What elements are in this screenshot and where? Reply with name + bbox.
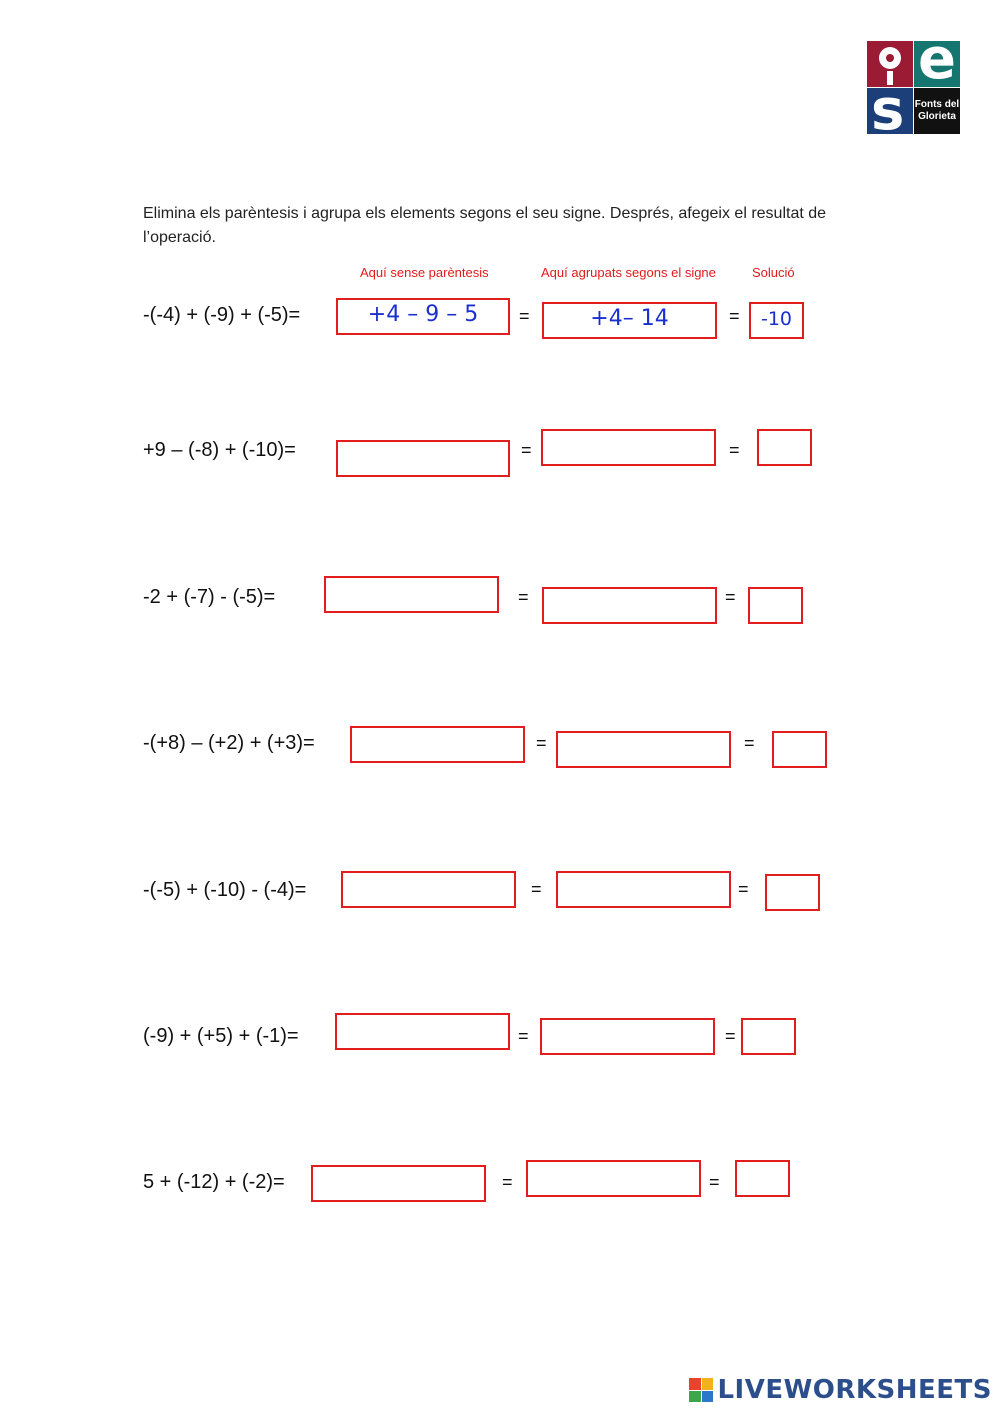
equals-sign: = <box>729 440 740 460</box>
exercise-1-solution-input[interactable]: -10 <box>749 302 804 339</box>
exercise-6-solution-input[interactable] <box>741 1018 796 1055</box>
exercise-2-expression: +9 – (-8) + (-10)= <box>143 439 296 461</box>
equals-sign: = <box>519 306 530 326</box>
exercise-3-solution-input[interactable] <box>748 587 803 624</box>
exercise-7-solution-input[interactable] <box>735 1160 790 1197</box>
header-grouped: Aquí agrupats segons el signe <box>541 265 716 280</box>
exercise-4-solution-input[interactable] <box>772 731 827 768</box>
exercise-2-solution-input[interactable] <box>757 429 812 466</box>
logo-flower-quadrant <box>867 41 913 87</box>
equals-sign: = <box>536 733 547 753</box>
exercise-5-expression: -(-5) + (-10) - (-4)= <box>143 879 307 901</box>
exercise-7-expression: 5 + (-12) + (-2)= <box>143 1171 285 1193</box>
equals-sign: = <box>725 587 736 607</box>
liveworksheets-icon <box>689 1378 713 1402</box>
exercise-6-expression: (-9) + (+5) + (-1)= <box>143 1025 299 1047</box>
logo-e-quadrant: e <box>914 41 960 87</box>
equals-sign: = <box>709 1172 720 1192</box>
exercise-5-grouped-input[interactable] <box>556 871 731 908</box>
logo-s-quadrant: s <box>867 88 913 134</box>
exercise-5-no-parens-input[interactable] <box>341 871 516 908</box>
exercise-2-no-parens-input[interactable] <box>336 440 510 477</box>
liveworksheets-wordmark: LIVEWORKSHEETS <box>717 1375 992 1405</box>
exercise-6-no-parens-input[interactable] <box>335 1013 510 1050</box>
equals-sign: = <box>502 1172 513 1192</box>
exercise-6-grouped-input[interactable] <box>540 1018 715 1055</box>
equals-sign: = <box>729 306 740 326</box>
exercise-3-no-parens-input[interactable] <box>324 576 499 613</box>
liveworksheets-brand <box>689 1375 992 1405</box>
exercise-4-grouped-input[interactable] <box>556 731 731 768</box>
instructions: Elimina els parèntesis i agrupa els elements segons el seu signe. Després, afegeix el resultat de l’operació. <box>143 205 827 246</box>
equals-sign: = <box>725 1026 736 1046</box>
exercise-1-grouped-input[interactable]: +4– 14 <box>542 302 717 339</box>
equals-sign: = <box>738 879 749 899</box>
flower-icon <box>879 47 901 69</box>
exercise-1-expression: -(-4) + (-9) + (-5)= <box>143 304 301 326</box>
equals-sign: = <box>744 733 755 753</box>
exercise-1-no-parens-input[interactable]: +4 – 9 – 5 <box>336 298 510 335</box>
exercise-4-expression: -(+8) – (+2) + (+3)= <box>143 732 315 754</box>
exercise-7-no-parens-input[interactable] <box>311 1165 486 1202</box>
exercise-3-grouped-input[interactable] <box>542 587 717 624</box>
equals-sign: = <box>531 879 542 899</box>
header-solution: Solució <box>752 265 795 280</box>
exercise-5-solution-input[interactable] <box>765 874 820 911</box>
school-logo <box>867 41 961 135</box>
header-no-parentheses: Aquí sense parèntesis <box>360 265 489 280</box>
logo-caption: Fonts del Glorieta <box>914 88 960 134</box>
equals-sign: = <box>518 1026 529 1046</box>
exercise-4-no-parens-input[interactable] <box>350 726 525 763</box>
equals-sign: = <box>521 440 532 460</box>
exercise-7-grouped-input[interactable] <box>526 1160 701 1197</box>
exercise-2-grouped-input[interactable] <box>541 429 716 466</box>
equals-sign: = <box>518 587 529 607</box>
exercise-3-expression: -2 + (-7) - (-5)= <box>143 586 276 608</box>
